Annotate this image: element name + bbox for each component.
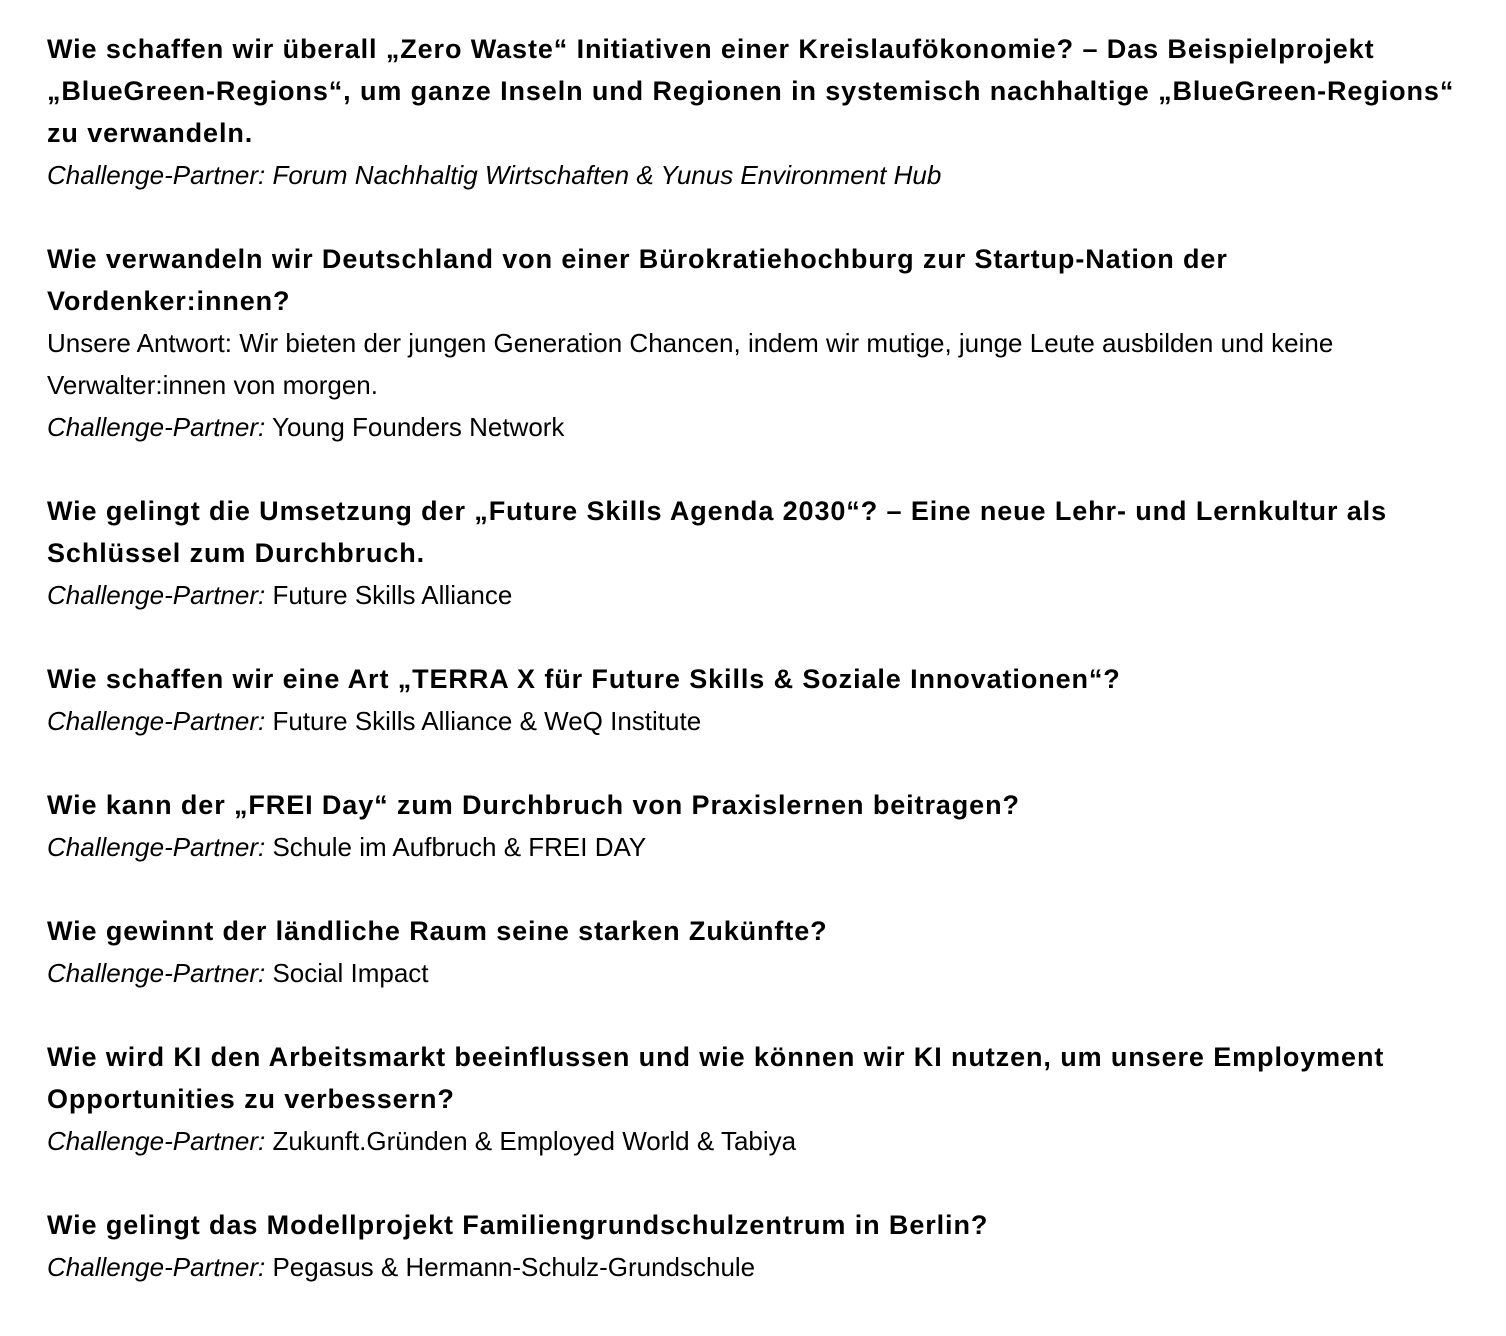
challenge-question: Wie verwandeln wir Deutschland von einer Bürokratiehochburg zur Startup-Nation der Vordenker:innen? [47, 244, 1228, 316]
challenge-item [47, 784, 1466, 868]
partner-name: Future Skills Alliance & WeQ Institute [272, 706, 702, 736]
challenge-question: Wie gelingt die Umsetzung der „Future Skills Agenda 2030“? – Eine neue Lehr- und Lernkultur als Schlüssel zum Durchbruch. [47, 496, 1387, 568]
challenge-item [47, 1036, 1466, 1162]
spacer [47, 448, 1466, 490]
challenge-item [47, 1204, 1466, 1288]
partner-name: Pegasus & Hermann-Schulz-Grundschule [272, 1252, 756, 1282]
challenge-question: Wie gewinnt der ländliche Raum seine starken Zukünfte? [47, 916, 828, 946]
partner-label: Challenge-Partner: [47, 706, 266, 736]
challenge-item [47, 490, 1466, 616]
spacer [47, 868, 1466, 910]
partner-label: Challenge-Partner: [47, 832, 266, 862]
partner-label: Challenge-Partner: [47, 1252, 266, 1282]
partner-label: Challenge-Partner: [47, 412, 266, 442]
challenge-question: Wie wird KI den Arbeitsmarkt beeinflussen und wie können wir KI nutzen, um unsere Employment Opportunities zu verbessern? [47, 1042, 1385, 1114]
challenge-item [47, 238, 1466, 448]
partner-name: Zukunft.Gründen & Employed World & Tabiya [272, 1126, 797, 1156]
spacer [47, 616, 1466, 658]
partner-name: Young Founders Network [272, 412, 565, 442]
challenge-item [47, 910, 1466, 994]
challenge-partner [47, 574, 1466, 616]
spacer [47, 1162, 1466, 1204]
challenge-answer: Unsere Antwort: Wir bieten der jungen Generation Chancen, indem wir mutige, junge Leute ausbilden und keine Verwalter:innen von morgen. [47, 328, 1334, 400]
spacer [47, 196, 1466, 238]
partner-label: Challenge-Partner: [47, 580, 266, 610]
partner-name: Future Skills Alliance [272, 580, 513, 610]
partner-label: Challenge-Partner: [47, 1126, 266, 1156]
challenge-partner [47, 952, 1466, 994]
challenge-partner [47, 700, 1466, 742]
challenge-question: Wie schaffen wir eine Art „TERRA X für Future Skills & Soziale Innovationen“? [47, 664, 1121, 694]
challenge-partner [47, 406, 1466, 448]
challenge-question: Wie kann der „FREI Day“ zum Durchbruch von Praxislernen beitragen? [47, 790, 1020, 820]
challenge-item [47, 28, 1466, 196]
partner-label: Challenge-Partner: [47, 958, 266, 988]
challenge-partner [47, 154, 1466, 196]
partner-name: Schule im Aufbruch & FREI DAY [272, 832, 647, 862]
challenge-partner [47, 1246, 1466, 1288]
partner-label: Challenge-Partner: Forum Nachhaltig Wirtschaften & Yunus Environment Hub [47, 160, 942, 190]
spacer [47, 742, 1466, 784]
challenge-partner [47, 826, 1466, 868]
challenge-question: Wie schaffen wir überall „Zero Waste“ Initiativen einer Kreislaufökonomie? – Das Beispielprojekt „BlueGreen-Regions“, um ganze Inseln und Regionen in systemisch nachhaltige „BlueGreen-Regions“ zu verwandeln. [47, 34, 1455, 148]
challenge-partner [47, 1120, 1466, 1162]
challenge-question: Wie gelingt das Modellprojekt Familiengrundschulzentrum in Berlin? [47, 1210, 989, 1240]
challenge-item [47, 658, 1466, 742]
spacer [47, 994, 1466, 1036]
partner-name: Social Impact [272, 958, 429, 988]
